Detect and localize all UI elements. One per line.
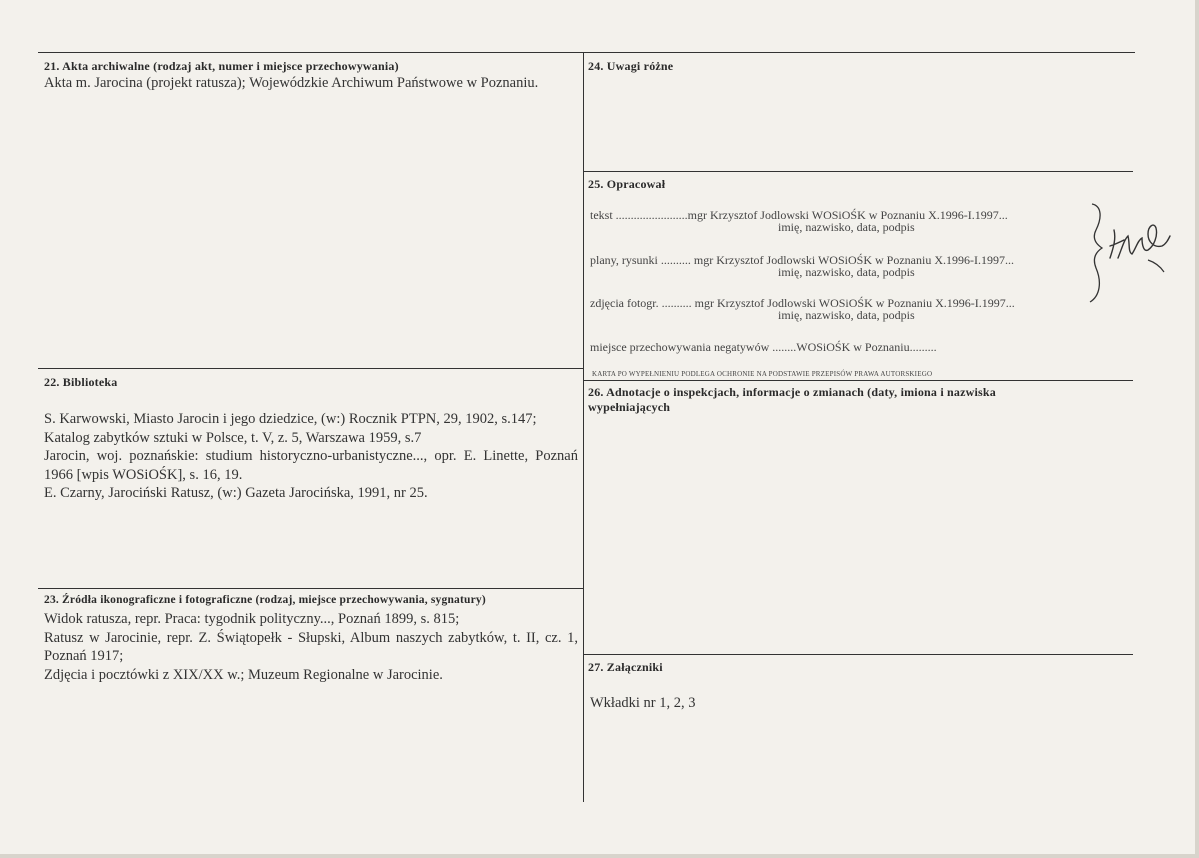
section-25-header: 25. Opracował [588,177,666,191]
iconography-entry: Ratusz w Jarocinie, repr. Z. Świątopełk - Słupski, Album naszych zabytków, t. II, cz. 1, Poznań 1917; [44,629,578,664]
column-divider [583,52,584,802]
section-21-header: 21. Akta archiwalne (rodzaj akt, numer i miejsce przechowywania) [44,59,399,73]
scan-edge-bottom [0,854,1199,858]
section-26-header: 26. Adnotacje o inspekcjach, informacje o zmianach (daty, imiona i nazwiska wypełniających [588,385,996,414]
rule-22-top [38,368,583,369]
section-27-body: Wkładki nr 1, 2, 3 [590,695,696,711]
iconography-entry: Zdjęcia i pocztówki z XIX/XX w.; Muzeum Regionalne w Jarocinie. [44,666,443,683]
rule-25-top [583,171,1133,172]
drawings-row-text: plany, rysunki .......... mgr Krzysztof Jodlowski WOSiOŚK w Poznaniu X.1996-I.1997... [590,253,1014,267]
rule-23-top [38,588,583,589]
author-row-caption: imię, nazwisko, data, podpis [778,220,915,234]
drawings-row-caption: imię, nazwisko, data, podpis [778,265,915,279]
negatives-location: miejsce przechowywania negatywów ........WOSiOŚK w Poznaniu......... [590,340,937,354]
section-24-header: 24. Uwagi różne [588,59,674,73]
bibliography-entry: Katalog zabytków sztuki w Polsce, t. V, z. 5, Warszawa 1959, s.7 [44,429,422,446]
photos-row-caption: imię, nazwisko, data, podpis [778,308,915,322]
rule-top-left [38,52,583,53]
copyright-notice: KARTA PO WYPEŁNIENIU PODLEGA OCHRONIE NA PODSTAWIE PRZEPISÓW PRAWA AUTORSKIEGO [592,370,933,378]
signature-mark [1088,196,1178,306]
scan-edge-right [1195,0,1199,858]
section-21-text: Akta m. Jarocina (projekt ratusza); Wojewódzkie Archiwum Państwowe w Poznaniu. [44,75,539,91]
section-27-header: 27. Załączniki [588,660,663,674]
photos-row-text: zdjęcia fotogr. .......... mgr Krzysztof Jodlowski WOSiOŚK w Poznaniu X.1996-I.1997... [590,296,1015,310]
section-22-body [44,410,578,503]
author-row-text: tekst ........................mgr Krzysztof Jodlowski WOSiOŚK w Poznaniu X.1996-I.1997... [590,208,1008,222]
section-23-header: 23. Źródła ikonograficzne i fotograficzne (rodzaj, miejsce przechowywania, sygnatury) [44,594,486,606]
section-22-header: 22. Biblioteka [44,375,118,389]
bibliography-entry: S. Karwowski, Miasto Jarocin i jego dziedzice, (w:) Rocznik PTPN, 29, 1902, s.147; [44,411,537,427]
iconography-entry: Widok ratusza, repr. Praca: tygodnik polityczny..., Poznań 1899, s. 815; [44,611,460,627]
bibliography-entry: Jarocin, woj. poznańskie: studium historyczno-urbanistyczne..., opr. E. Linette, Poznań 1966 [wpis WOSiOŚK], s. 16, 19. [44,448,578,483]
rule-27-top [583,654,1133,655]
section-21-body [44,74,578,93]
rule-26-top [583,380,1133,381]
rule-top-right [580,52,1135,53]
bibliography-entry: E. Czarny, Jarociński Ratusz, (w:) Gazeta Jarocińska, 1991, nr 25. [44,485,428,501]
section-23-body [44,610,578,684]
